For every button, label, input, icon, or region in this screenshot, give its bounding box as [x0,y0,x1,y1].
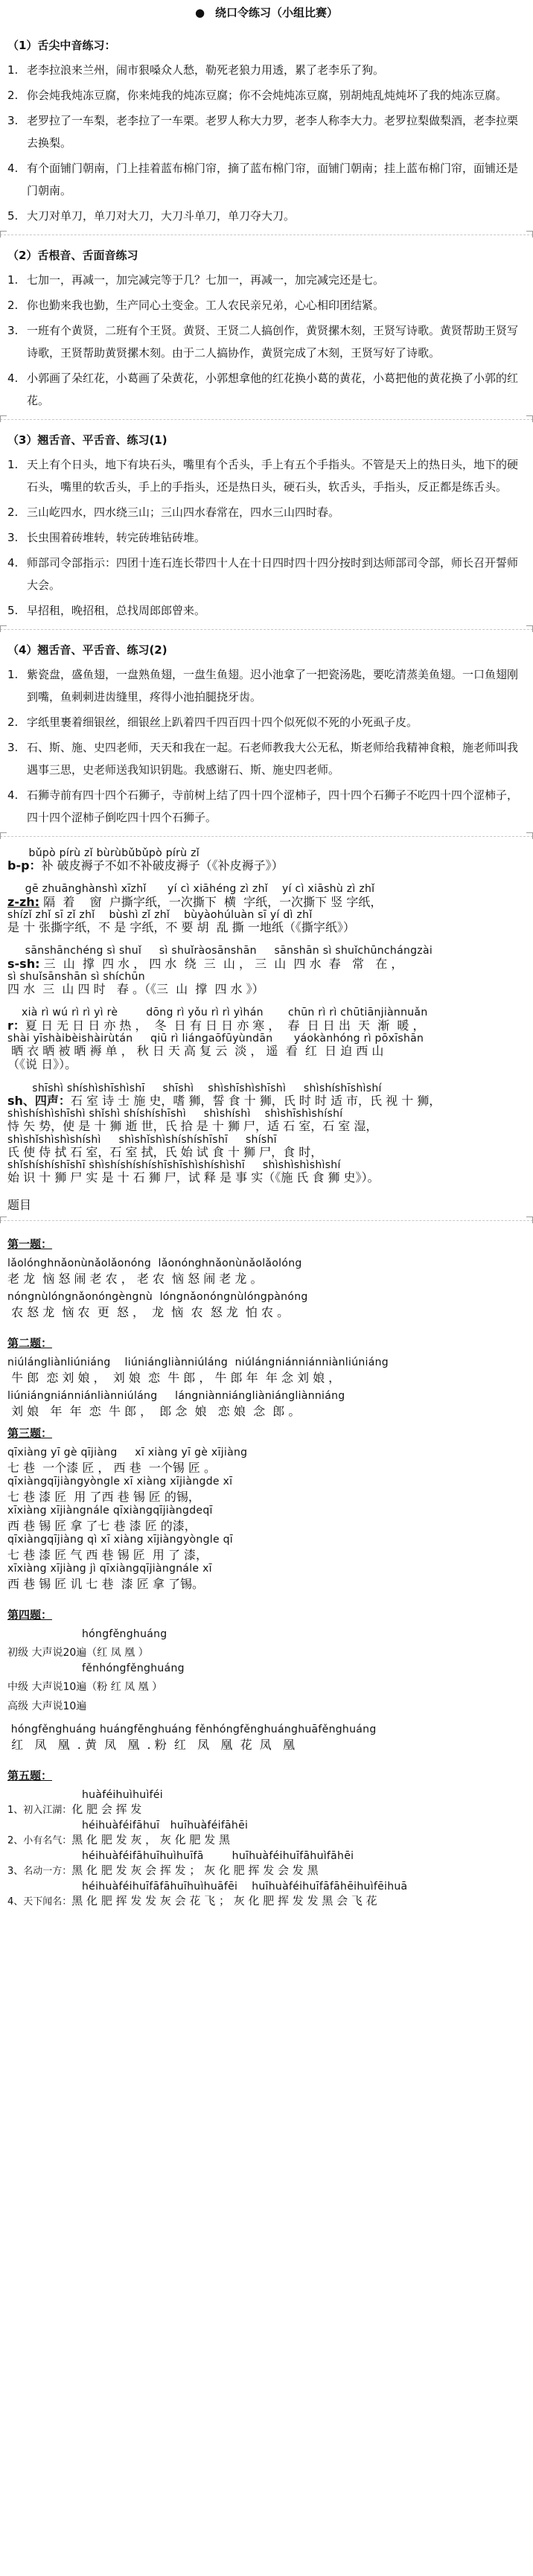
line-label: r： [7,1018,25,1033]
line-label: sh、四声： [7,1093,71,1108]
question-heading: 第二题： [7,1336,53,1350]
hanzi-text: 红 凤 凰 . 黄 凤 凰 . 粉 红 凤 凰 花 凤 凰 [7,1737,296,1752]
pinyin-text: shài yīshàibèishàirùtán qiū rì liángaōfūyùndān yáokànhóng rì pōxīshān [7,1032,424,1045]
item-number: 2. [7,299,19,312]
pinyin-text: qīxiàngqījiàngyòngle xī xiàng xījiàngde xī [7,1475,233,1488]
item-number: 5. [7,209,19,223]
item-number: 3. [7,114,19,127]
page-separator [0,629,533,630]
item-text: 有个面铺门朝南，门上挂着蓝布棉门帘，摘了蓝布棉门帘，面铺门朝南；挂上蓝布棉门帘，面铺还是门朝南。 [27,162,519,197]
hanzi-text: 是 十 张撕字纸，不 是 字纸，不 要 胡 乱 撕 一地纸（《撕字纸》） [7,920,355,935]
pinyin-text: bǔpò pírù zǐ bùrùbǔbǔpò pírù zǐ [7,847,200,859]
section-4 [0,642,533,829]
pinyin-text: shǐshíshíshīshī shìshíshíshíshīshīshìshíshìshī shìshìshìshìshí [7,1159,341,1172]
line-label: b-p： [7,858,42,873]
list-item [7,367,526,412]
item-text: 石、斯、施、史四老师，天天和我在一起。石老师教我大公无私，斯老师给我精神食粮，施老师叫我遇事三思，史老师送我知识钥匙。我感谢石、斯、施史四老师。 [27,741,519,777]
item-number: 4. [7,788,19,802]
list-item [7,526,526,549]
level-label: 3、名动一方： [7,1865,72,1877]
question-heading: 第四题： [7,1607,53,1622]
pinyin-text: shízǐ zhǐ sī zǐ zhǐ bùshì zǐ zhǐ bùyàohúluàn sī yí dì zhǐ [7,908,313,921]
pinyin-text: héihuàféihuīfāfāhuīhuìhuāfēi huīhuàféihuīfāfāhēihuìfēihuā [82,1880,408,1893]
bullet-icon: ● [194,6,205,19]
item-number: 2. [7,506,19,519]
item-text: 大刀对单刀，单刀对大刀，大刀斗单刀，单刀夺大刀。 [27,209,296,223]
list-item [7,157,526,202]
hanzi-text: 夏 日 无 日 日 亦 热 ， 冬 日 有 日 日 亦 寒 ， 春 日 日 出 天 渐 暖 ， [25,1018,425,1033]
item-number: 3. [7,741,19,754]
item-text: 长虫围着砖堆转，转完砖堆钻砖堆。 [27,531,206,544]
item-text: 紫瓷盘，盛鱼翅，一盘熟鱼翅，一盘生鱼翅。迟小池拿了一把瓷汤匙，要吃清蒸美鱼翅。一口鱼翅刚到嘴，鱼刺刺进齿缝里，疼得小池拍腿挠牙齿。 [27,668,519,704]
pinyin-text: sì shuǐsānshān sì shíchūn [7,970,145,983]
question-3 [0,1425,533,1592]
pinyin-text: héihuàféifāhuī huīhuàféifāhēi [82,1819,249,1831]
hanzi-text: 老 龙 恼 怒 闹 老 农 ， 老 农 恼 怒 闹 老 龙 。 [7,1271,263,1286]
item-number: 1. [7,273,19,287]
list-item [7,453,526,498]
list-item [7,784,526,829]
hanzi-text: 四 水 三 山 四 时 春 。（《三 山 撑 四 水 》） [7,982,264,997]
hanzi-text: 牛 郎 恋 刘 娘 ， 刘 娘 恋 牛 郎 ， 牛 郎 年 年 念 刘 娘 ， [7,1370,341,1385]
item-text: 师部司令部指示：四团十连石连长带四十人在十日四时四十四分按时到达师部司令部，师长召开誓师大会。 [27,556,519,592]
hanzi-text: 氏 使 侍 拭 石 室，石 室 拭，氏 始 试 食 十 狮 尸，食 时， [7,1144,323,1159]
pinyin-line-bp [7,847,526,873]
question-4 [0,1607,533,1753]
section-1 [0,37,533,227]
item-number: 4. [7,556,19,570]
item-text: 小郭画了朵红花，小葛画了朵黄花，小郭想拿他的红花换小葛的黄花，小葛把他的黄花换了小郭的红花。 [27,372,519,407]
pinyin-text: huàféihuìhuìféi [82,1788,163,1801]
hanzi-text: 黑 化 肥 发 灰 ， 灰 化 肥 发 黑 [71,1832,230,1846]
item-number: 2. [7,715,19,729]
item-number: 3. [7,531,19,544]
item-number: 4. [7,372,19,385]
hanzi-text: 隔 着 窗 户撕字纸，一次撕下 横 字纸，一次撕下 竖 字纸， [39,894,383,909]
list-item [7,599,526,622]
item-number: 4. [7,162,19,175]
item-text: 字纸里裹着细银丝，细银丝上趴着四千四百四十四个似死似不死的小死虱子皮。 [27,715,418,729]
page-title-text: 绕口令练习（小组比赛） [215,6,339,19]
pinyin-text: hóngfěnghuáng [82,1627,167,1640]
pinyin-text: héihuàféifāhuīhuìhuīfā huīhuàféihuīfāhuìfāhēi [82,1849,354,1862]
pinyin-text: lǎolónghnǎonùnǎolǎonóng lǎonónghnǎonùnǎolǎolóng [7,1257,302,1269]
item-text: 早招租，晚招租，总找周郎郎曾来。 [27,604,206,617]
hanzi-text: 石 室 诗 士 施 史，嗜 狮，誓 食 十 狮，氏 时 时 适 市，氏 视 十 狮， [70,1093,441,1108]
question-5 [0,1767,533,1908]
question-heading: 第三题： [7,1426,53,1440]
line-label: s-sh: [7,956,40,971]
question-heading: 第一题： [7,1237,53,1251]
page-separator [0,1220,533,1221]
level-beginner: 初级 大声说20遍（红 凤 凰 ） [7,1646,149,1659]
pinyin-text: shìshíshìshīshì shǐshì shíshíshīshì shìshíshì shìshīshìshíshí [7,1108,343,1120]
level-intermediate: 中级 大声说10遍（粉 红 凤 凰 ） [7,1680,163,1693]
section-2-heading: （2）舌根音、舌面音练习 [7,249,138,262]
hanzi-text: 西 巷 锡 匠 讥 七 巷 漆 匠 拿 了锡。 [7,1576,204,1591]
list-item [7,59,526,81]
item-text: 你也勤来我也勤，生产同心土变金。工人农民亲兄弟，心心相印团结紧。 [27,299,385,312]
pinyin-line-shi [7,1083,526,1185]
hanzi-text: 农 怒 龙 恼 农 更 怒 ， 龙 恼 农 怒 龙 怕 农 。 [7,1304,290,1319]
item-text: 天上有个日头，地下有块石头，嘴里有个舌头，手上有五个手指头。不管是天上的热日头，地下的硬石头，嘴里的软舌头，手上的手指头，还是热日头，硬石头，软舌头，手指头，反正都是练舌头。 [27,458,519,494]
pinyin-text: xīxiàng xījiàng jì qīxiàngqījiàngnále xī [7,1562,212,1575]
page-separator [0,419,533,420]
hanzi-text: 黑 化 肥 挥 发 发 灰 会 花 飞 ； 灰 化 肥 挥 发 发 黑 会 飞 花 [71,1893,377,1907]
list-item [7,663,526,708]
item-number: 5. [7,604,19,617]
list-item [7,552,526,596]
item-text: 老罗拉了一车梨，老李拉了一车栗。老罗人称大力罗，老李人称李大力。老罗拉梨做梨酒，老李拉栗去换梨。 [27,114,519,150]
hanzi-text: 三 山 撑 四 水 ， 四 水 绕 三 山 ， 三 山 四 水 春 常 在 ， [39,956,403,971]
pinyin-line-r [7,1007,526,1071]
section-2 [0,247,533,412]
hanzi-text: 晒 衣 晒 被 晒 褥 单 ， 秋 日 天 高 复 云 淡 ， 遥 看 红 日 迫 西 山 [7,1044,384,1058]
hanzi-text: 黑 化 肥 发 灰 会 挥 发 ； 灰 化 肥 挥 发 会 发 黑 [71,1863,319,1877]
pinyin-text: sānshānchéng sì shuǐ sì shuǐràosānshān sānshān sì shuǐchūnchángzài [7,945,433,957]
hanzi-text: 西 巷 锡 匠 拿 了七 巷 漆 匠 的漆， [7,1518,197,1533]
hanzi-text: 七 巷 漆 匠 用 了西 巷 锡 匠 的锡， [7,1489,200,1504]
list-item [7,319,526,364]
pinyin-text: nóngnùlóngnǎonóngèngnù lóngnǎonóngnùlóngpànóng [7,1290,308,1303]
pinyin-text: xià rì wú rì rì yì rè dōng rì yǒu rì rì yìhán chūn rì rì chūtiānjiànnuǎn [7,1007,428,1019]
line-label: z-zh: [7,894,40,909]
pinyin-text: shīshì shíshìshīshìshī shīshì shìshīshìshīshì shìshíshīshìshí [7,1082,382,1094]
list-item [7,84,526,106]
pinyin-text: liúniángniánniánliànniúláng lángniànniángliàniángliànniáng [7,1389,345,1402]
question-2 [0,1335,533,1419]
list-item [7,269,526,291]
page-title [0,0,533,25]
pinyin-line-zh [7,883,526,934]
hanzi-text: 补 破皮褥子不如不补破皮褥子（《补皮褥子》） [41,858,284,873]
page-separator [0,836,533,837]
question-heading: 第五题： [7,1768,53,1782]
hanzi-text: 七 巷 漆 匠 气 西 巷 锡 匠 用 了 漆， [7,1547,208,1562]
list-item [7,294,526,316]
level-advanced: 高级 大声说10遍 [7,1700,87,1712]
pinyin-text: shìshǐshìshìshíshì shìshǐshìshíshíshīshī shíshī [7,1133,277,1146]
pinyin-text: gē zhuānghànshì xīzhǐ yí cì xiāhéng zì zhǐ yí cì xiāshù zì zhǐ [7,883,375,896]
pinyin-text: xīxiàng xījiàngnále qīxiàngqījiàngdeqī [7,1504,213,1517]
level-label: 4、天下闻名： [7,1896,72,1907]
pinyin-line-ssh [7,945,526,996]
section-4-heading: （4）翘舌音、平舌音、练习(2) [7,643,167,657]
item-text: 七加一，再减一，加完减完等于几？七加一，再减一，加完减完还是七。 [27,273,385,287]
section-3-heading: （3）翘舌音、平舌音、练习(1) [7,433,167,447]
item-number: 1. [7,63,19,77]
list-item [7,711,526,733]
pinyin-text: fěnhóngfěnghuáng [82,1662,185,1674]
hanzi-text: 化 肥 会 挥 发 [71,1802,142,1816]
item-text: 你会炖我炖冻豆腐，你来炖我的炖冻豆腐；你不会炖炖冻豆腐，别胡炖乱炖炖坏了我的炖冻豆腐。 [27,89,508,102]
list-item [7,736,526,781]
hanzi-text: （《说 日》）。 [7,1057,77,1072]
item-text: 石狮寺前有四十四个石狮子，寺前树上结了四十四个涩柿子，四十四个石狮子不吃四十四个涩柿子，四十四个涩柿子倒吃四十四个石狮子。 [27,788,519,824]
exam-label: 题目 [7,1197,32,1212]
section-3 [0,432,533,622]
item-number: 2. [7,89,19,102]
pinyin-text: niúlángliànliúniáng liúniángliànniúláng niúlángniánniánniànliúniáng [7,1356,389,1368]
hanzi-text: 刘 娘 年 年 恋 牛 郎 ， 郎 念 娘 恋 娘 念 郎 。 [7,1403,301,1418]
item-text: 三山屹四水，四水绕三山；三山四水春常在，四水三山四时春。 [27,506,340,519]
hanzi-text: 恃 矢 势，使 是 十 狮 逝 世，氏 拾 是 十 狮 尸，适 石 室，石 室 湿， [7,1119,378,1134]
pinyin-text: qīxiàngqījiàng qì xī xiàng xījiàngyòngle qī [7,1533,233,1546]
hanzi-text: 始 识 十 狮 尸 实 是 十 石 狮 尸，试 释 是 事 实（《施 氏 食 狮 史》）。 [7,1170,380,1185]
list-item [7,501,526,523]
hanzi-text: 七 巷 一个漆 匠 ， 西 巷 一个锡 匠 。 [7,1460,216,1475]
list-item [7,205,526,227]
pinyin-block [0,847,533,1213]
item-text: 老李拉浪来兰州，闹市狠嗓众人愁，勒死老狼力用透，累了老李乐了狗。 [27,63,385,77]
item-text: 一班有个黄贤，二班有个王贤。黄贤、王贤二人搞创作，黄贤摞木刻，王贤写诗歌。黄贤帮助王贤写诗歌，王贤帮助黄贤摞木刻。由于二人搞协作，黄贤完成了木刻，王贤写好了诗歌。 [27,324,519,360]
item-number: 1. [7,458,19,471]
level-label: 2、小有名气： [7,1834,72,1846]
section-1-heading: （1）舌尖中音练习： [7,39,116,52]
level-label: 1、初入江湖： [7,1804,72,1816]
pinyin-text: hóngfěnghuáng huángfěnghuáng fěnhóngfěnghuánghuāfěnghuáng [7,1723,377,1735]
pinyin-text: qīxiàng yī gè qījiàng xī xiàng yī gè xījiàng [7,1446,248,1458]
question-1 [0,1236,533,1320]
list-item [7,109,526,154]
item-number: 1. [7,668,19,681]
item-number: 3. [7,324,19,337]
